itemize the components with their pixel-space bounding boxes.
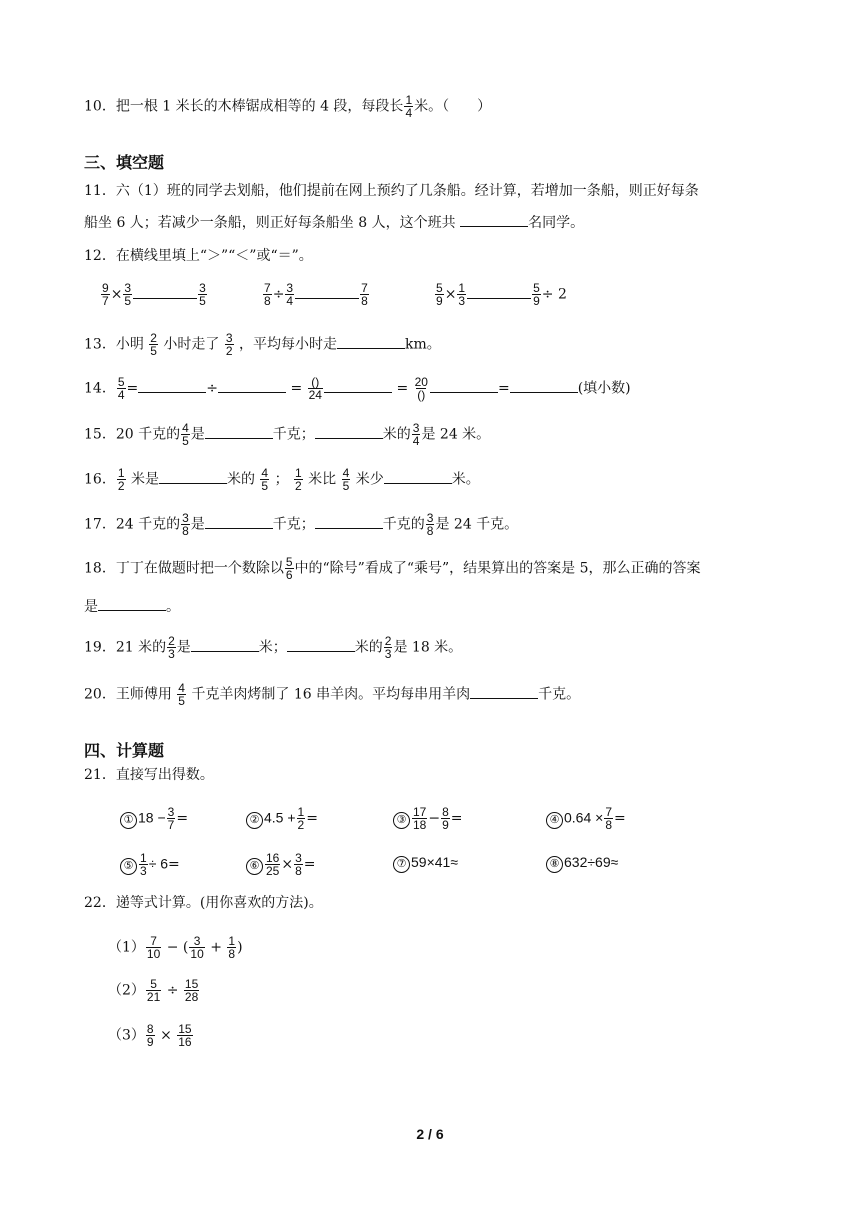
fraction: $\frac{15}{16}$: [178, 1022, 192, 1049]
fraction: $\frac{1}{8}$: [228, 934, 236, 961]
stepwise-item-1: （1） $\frac{7}{10}$ − ( $\frac{3}{10}$ + $\frac{1}{8}$ ): [108, 934, 243, 961]
fraction: $\frac{4}{5}$: [182, 421, 189, 448]
section-heading-4: 四、计算题: [84, 741, 165, 760]
fraction: $\frac{8}{9}$: [146, 1022, 154, 1049]
fraction: $\frac{3}{5}$: [199, 281, 206, 308]
fraction: $\frac{7}{8}$: [361, 281, 368, 308]
question-17: 17．24 千克的 $\frac{3}{8}$ 是 千克； 千克的 $\frac{3}{8}$ 是 24 千克。: [84, 511, 519, 538]
question-16: 16． $\frac{1}{2}$ 米是 米的 $\frac{4}{5}$ ； $\frac{1}{2}$ 米比 $\frac{4}{5}$ 米少 米。: [84, 466, 480, 493]
answer-blank[interactable]: [205, 514, 273, 529]
answer-blank[interactable]: [133, 284, 197, 299]
answer-blank[interactable]: [138, 378, 206, 393]
section-heading-3: 三、填空题: [84, 153, 165, 172]
answer-blank[interactable]: [295, 284, 359, 299]
answer-blank[interactable]: [384, 469, 452, 484]
question-14: 14． $\frac{5}{4}$ = ÷ = $\frac{()}{24}$ = $\frac{20}{()}$ = (填小数): [84, 375, 631, 402]
answer-blank[interactable]: [337, 334, 405, 349]
answer-blank[interactable]: [159, 469, 227, 484]
question-18-line2: 是 。: [84, 596, 180, 617]
stepwise-item-3: （3） $\frac{8}{9}$ × $\frac{15}{16}$: [108, 1022, 192, 1049]
fraction: $\frac{20}{()}$: [414, 375, 428, 402]
question-13: 13．小明 $\frac{2}{5}$ 小时走了 $\frac{3}{2}$ ，平均每小时走 km。: [84, 331, 441, 358]
question-12: 12．在横线里填上“＞”“＜”或“＝”。: [84, 248, 313, 264]
fraction: $\frac{5}{4}$: [117, 375, 125, 402]
fraction: $\frac{2}{5}$: [150, 331, 157, 358]
question-11-line1: 11．六（1）班的同学去划船，他们提前在网上预约了几条船。经计算，若增加一条船，则正好每条: [84, 183, 699, 199]
answer-blank[interactable]: [98, 596, 166, 611]
calc-item-4: ④ 0.64 × $\frac{7}{8}$ =: [546, 806, 626, 831]
stepwise-item-2: （2） $\frac{5}{21}$ ÷ $\frac{15}{28}$: [108, 977, 199, 1004]
calc-item-1: ① 18 − $\frac{3}{7}$ =: [120, 806, 188, 831]
calc-item-7: ⑦ 59×41≈: [393, 852, 458, 873]
fraction: $\frac{3}{10}$: [190, 934, 204, 961]
fraction: $\frac{4}{5}$: [261, 466, 269, 493]
fraction: $\frac{4}{5}$: [342, 466, 350, 493]
calc-item-2: ② 4.5 + $\frac{1}{2}$ =: [246, 806, 318, 831]
calc-item-6: ⑥ $\frac{16}{25}$ × $\frac{3}{8}$ =: [246, 852, 316, 877]
fraction: $\frac{16}{25}$: [266, 851, 280, 878]
answer-blank[interactable]: [430, 378, 498, 393]
fraction: $\frac{7}{8}$: [605, 805, 613, 832]
fraction: $\frac{1}{3}$: [458, 281, 466, 308]
fraction: $\frac{1}{2}$: [295, 466, 302, 493]
fraction: $\frac{5}{21}$: [146, 977, 161, 1004]
fraction: $\frac{3}{8}$: [295, 851, 302, 878]
fraction: $\frac{3}{8}$: [426, 511, 434, 538]
q10-suffix: 米。（ ）: [414, 98, 492, 115]
question-19: 19．21 米的 $\frac{2}{3}$ 是 米； 米的 $\frac{2}{3}$ 是 18 米。: [84, 634, 463, 661]
answer-blank[interactable]: [460, 212, 528, 227]
q12-compare-b: $\frac{7}{8}$ ÷ $\frac{3}{4}$ $\frac{7}{8}$: [264, 281, 368, 308]
q12-compare-a: $\frac{9}{7}$ × $\frac{3}{5}$ $\frac{3}{5}$: [102, 281, 206, 308]
fraction: $\frac{3}{4}$: [412, 421, 420, 448]
fraction: $\frac{7}{10}$: [146, 934, 161, 961]
q10-prefix: 10．把一根 1 米长的木棒锯成相等的 4 段，每段长: [84, 98, 404, 115]
fraction: $\frac{9}{7}$: [102, 281, 109, 308]
fraction: $\frac{3}{7}$: [167, 805, 175, 832]
answer-blank[interactable]: [191, 637, 259, 652]
fraction: $\frac{3}{8}$: [182, 511, 189, 538]
q12-compare-c: $\frac{5}{9}$ × $\frac{1}{3}$ $\frac{5}{9}$ ÷ 2: [436, 281, 567, 308]
question-22: 22．递等式计算。(用你喜欢的方法)。: [84, 895, 323, 911]
answer-blank[interactable]: [324, 378, 392, 393]
fraction: $\frac{2}{3}$: [168, 634, 175, 661]
fraction: $\frac{3}{5}$: [124, 281, 132, 308]
fraction: $\frac{8}{9}$: [442, 805, 449, 832]
question-11-line2: 船坐 6 人；若减少一条船，则正好每条船坐 8 人，这个班共 名同学。: [84, 212, 584, 233]
fraction: $\frac{3}{2}$: [225, 331, 233, 358]
fraction: $\frac{1}{4}$: [405, 93, 413, 120]
fraction: $\frac{5}{6}$: [285, 555, 293, 582]
fraction: $\frac{5}{9}$: [436, 281, 443, 308]
fraction: $\frac{15}{28}$: [184, 977, 199, 1004]
question-15: 15．20 千克的 $\frac{4}{5}$ 是 千克； 米的 $\frac{3}{4}$ 是 24 米。: [84, 421, 491, 448]
question-18-line1: 18．丁丁在做题时把一个数除以 $\frac{5}{6}$ 中的“除号”看成了“乘号”，结果算出的答案是 5，那么正确的答案: [84, 555, 701, 582]
answer-blank[interactable]: [205, 424, 273, 439]
answer-blank[interactable]: [218, 378, 286, 393]
answer-blank[interactable]: [470, 684, 538, 699]
fraction: $\frac{5}{9}$: [533, 281, 540, 308]
answer-blank[interactable]: [467, 284, 531, 299]
calc-item-8: ⑧ 632÷69≈: [546, 852, 618, 873]
fraction: $\frac{17}{18}$: [413, 805, 427, 832]
page-number: 2 / 6: [416, 1126, 444, 1142]
answer-blank[interactable]: [315, 424, 383, 439]
fraction: $\frac{7}{8}$: [264, 281, 271, 308]
fraction: $\frac{1}{3}$: [140, 851, 147, 878]
calc-item-5: ⑤ $\frac{1}{3}$ ÷ 6=: [120, 852, 180, 877]
fraction: $\frac{2}{3}$: [384, 634, 392, 661]
question-20: 20．王师傅用 $\frac{4}{5}$ 千克羊肉烤制了 16 串羊肉。平均每串用羊肉 千克。: [84, 681, 581, 708]
calc-item-3: ③ $\frac{17}{18}$ − $\frac{8}{9}$ =: [393, 806, 463, 831]
answer-blank[interactable]: [315, 514, 383, 529]
question-21: 21．直接写出得数。: [84, 767, 214, 783]
question-10: [84, 94, 491, 119]
fraction: $\frac{1}{2}$: [117, 466, 125, 493]
fraction: $\frac{3}{4}$: [286, 281, 294, 308]
answer-blank[interactable]: [287, 637, 355, 652]
fraction: $\frac{1}{2}$: [297, 805, 305, 832]
fraction: $\frac{()}{24}$: [308, 375, 322, 402]
answer-blank[interactable]: [510, 378, 578, 393]
fraction: $\frac{4}{5}$: [178, 681, 185, 708]
